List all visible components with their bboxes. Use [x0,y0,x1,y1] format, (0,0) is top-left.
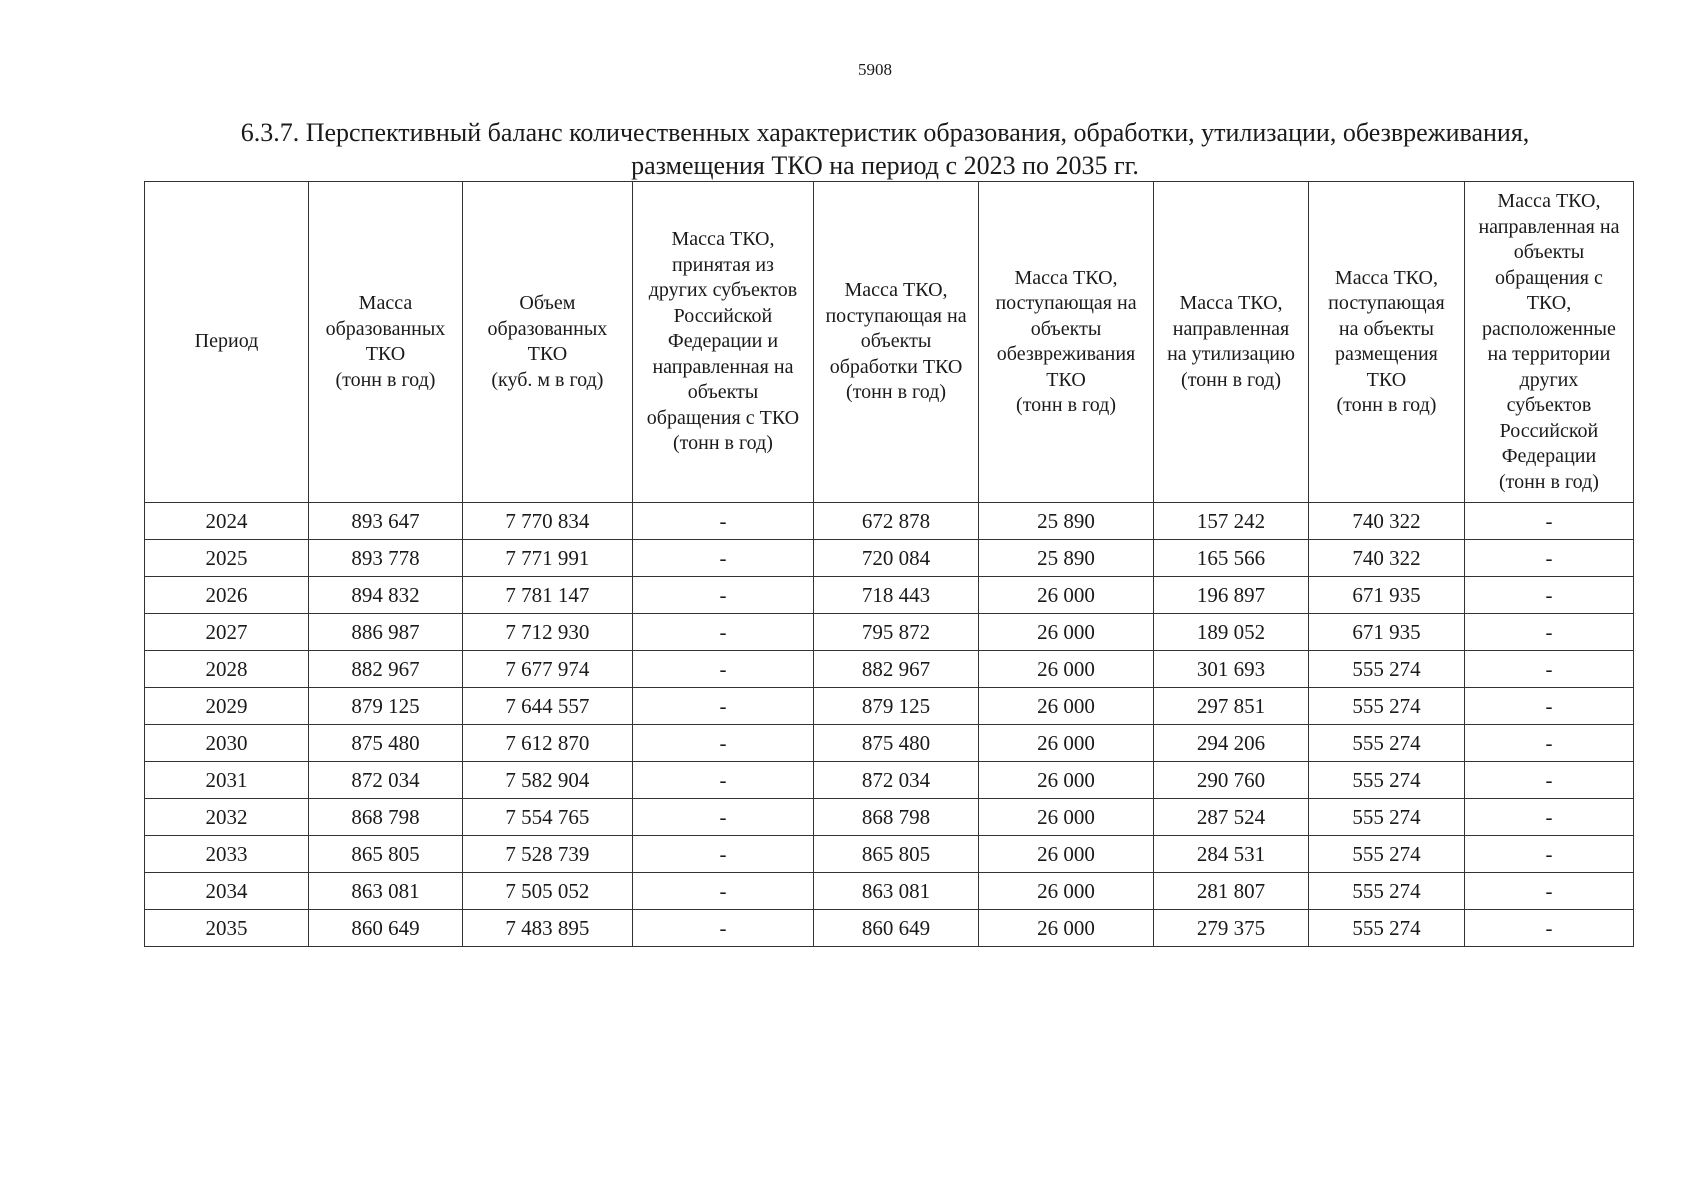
header-processing-mass: Масса ТКО, поступающая на объекты обработки ТКО (тонн в год) [814,182,979,503]
cell-exported-mass: - [1464,725,1633,762]
cell-imported-mass: - [632,651,813,688]
cell-generated-volume: 7 612 870 [462,725,632,762]
cell-processing-mass: 863 081 [814,873,979,910]
header-utilization-mass: Масса ТКО, направленная на утилизацию (тонн в год) [1154,182,1309,503]
cell-exported-mass: - [1464,540,1633,577]
cell-imported-mass: - [632,614,813,651]
cell-generated-volume: 7 770 834 [462,503,632,540]
cell-utilization-mass: 297 851 [1154,688,1309,725]
cell-processing-mass: 865 805 [814,836,979,873]
cell-utilization-mass: 284 531 [1154,836,1309,873]
cell-neutralization-mass: 26 000 [979,873,1154,910]
header-generated-volume: Объем образованных ТКО (куб. м в год) [462,182,632,503]
balance-table [144,181,1634,947]
cell-period: 2034 [145,873,309,910]
cell-processing-mass: 672 878 [814,503,979,540]
cell-generated-volume: 7 528 739 [462,836,632,873]
cell-processing-mass: 720 084 [814,540,979,577]
header-row [145,182,1634,503]
cell-imported-mass: - [632,577,813,614]
cell-period: 2031 [145,762,309,799]
cell-utilization-mass: 157 242 [1154,503,1309,540]
heading-line-1: 6.3.7. Перспективный баланс количественных характеристик образования, обработки, утилизации, обезвреживания, [240,118,1530,147]
cell-generated-mass: 894 832 [308,577,462,614]
cell-processing-mass: 868 798 [814,799,979,836]
cell-generated-volume: 7 483 895 [462,910,632,947]
cell-generated-mass: 882 967 [308,651,462,688]
table-row [145,614,1634,651]
cell-generated-mass: 886 987 [308,614,462,651]
cell-neutralization-mass: 26 000 [979,799,1154,836]
table-row [145,910,1634,947]
cell-imported-mass: - [632,910,813,947]
cell-period: 2026 [145,577,309,614]
cell-disposal-mass: 555 274 [1308,725,1464,762]
cell-imported-mass: - [632,688,813,725]
heading-line-2: размещения ТКО на период с 2023 по 2035 гг. [631,151,1139,180]
cell-processing-mass: 860 649 [814,910,979,947]
cell-generated-volume: 7 712 930 [462,614,632,651]
table-row [145,725,1634,762]
header-imported-mass: Масса ТКО, принятая из других субъектов Российской Федерации и направленная на объекты обращения с ТКО (тонн в год) [632,182,813,503]
header-neutralization-mass: Масса ТКО, поступающая на объекты обезвреживания ТКО (тонн в год) [979,182,1154,503]
cell-disposal-mass: 555 274 [1308,910,1464,947]
cell-generated-volume: 7 677 974 [462,651,632,688]
page-number: 5908 [858,60,892,79]
table-row [145,503,1634,540]
cell-period: 2025 [145,540,309,577]
cell-exported-mass: - [1464,762,1633,799]
cell-exported-mass: - [1464,873,1633,910]
cell-processing-mass: 872 034 [814,762,979,799]
cell-neutralization-mass: 26 000 [979,577,1154,614]
document-heading [150,116,1620,182]
cell-exported-mass: - [1464,799,1633,836]
table-row [145,651,1634,688]
cell-period: 2035 [145,910,309,947]
cell-neutralization-mass: 26 000 [979,725,1154,762]
cell-generated-volume: 7 781 147 [462,577,632,614]
header-generated-mass: Масса образованных ТКО (тонн в год) [308,182,462,503]
cell-processing-mass: 882 967 [814,651,979,688]
cell-generated-mass: 868 798 [308,799,462,836]
cell-imported-mass: - [632,799,813,836]
cell-neutralization-mass: 26 000 [979,688,1154,725]
cell-utilization-mass: 290 760 [1154,762,1309,799]
header-disposal-mass: Масса ТКО, поступающая на объекты размещения ТКО (тонн в год) [1308,182,1464,503]
cell-generated-volume: 7 505 052 [462,873,632,910]
header-period: Период [145,182,309,503]
header-exported-mass: Масса ТКО, направленная на объекты обращения с ТКО, расположенные на территории других субъектов Российской Федерации (тонн в год) [1464,182,1633,503]
cell-disposal-mass: 671 935 [1308,577,1464,614]
cell-processing-mass: 879 125 [814,688,979,725]
table-row [145,688,1634,725]
cell-generated-volume: 7 582 904 [462,762,632,799]
cell-exported-mass: - [1464,836,1633,873]
cell-generated-mass: 865 805 [308,836,462,873]
cell-generated-mass: 893 778 [308,540,462,577]
table-row [145,540,1634,577]
table-row [145,762,1634,799]
cell-imported-mass: - [632,873,813,910]
table-row [145,873,1634,910]
cell-generated-mass: 875 480 [308,725,462,762]
cell-period: 2032 [145,799,309,836]
cell-exported-mass: - [1464,503,1633,540]
cell-utilization-mass: 196 897 [1154,577,1309,614]
table-row [145,799,1634,836]
cell-processing-mass: 875 480 [814,725,979,762]
cell-exported-mass: - [1464,577,1633,614]
cell-disposal-mass: 555 274 [1308,873,1464,910]
cell-disposal-mass: 740 322 [1308,540,1464,577]
cell-period: 2030 [145,725,309,762]
cell-generated-volume: 7 554 765 [462,799,632,836]
cell-imported-mass: - [632,503,813,540]
cell-disposal-mass: 740 322 [1308,503,1464,540]
cell-utilization-mass: 301 693 [1154,651,1309,688]
cell-period: 2033 [145,836,309,873]
cell-processing-mass: 718 443 [814,577,979,614]
cell-generated-mass: 893 647 [308,503,462,540]
cell-period: 2024 [145,503,309,540]
cell-generated-mass: 879 125 [308,688,462,725]
cell-disposal-mass: 671 935 [1308,614,1464,651]
table-row [145,836,1634,873]
cell-utilization-mass: 287 524 [1154,799,1309,836]
cell-generated-mass: 872 034 [308,762,462,799]
cell-neutralization-mass: 25 890 [979,503,1154,540]
cell-processing-mass: 795 872 [814,614,979,651]
cell-neutralization-mass: 26 000 [979,836,1154,873]
cell-utilization-mass: 294 206 [1154,725,1309,762]
cell-disposal-mass: 555 274 [1308,799,1464,836]
cell-utilization-mass: 279 375 [1154,910,1309,947]
cell-period: 2027 [145,614,309,651]
cell-exported-mass: - [1464,651,1633,688]
cell-utilization-mass: 165 566 [1154,540,1309,577]
cell-disposal-mass: 555 274 [1308,688,1464,725]
cell-generated-volume: 7 644 557 [462,688,632,725]
cell-period: 2028 [145,651,309,688]
cell-period: 2029 [145,688,309,725]
cell-neutralization-mass: 26 000 [979,910,1154,947]
cell-generated-mass: 863 081 [308,873,462,910]
cell-neutralization-mass: 26 000 [979,651,1154,688]
cell-neutralization-mass: 26 000 [979,762,1154,799]
table-row [145,577,1634,614]
table-body [145,503,1634,947]
cell-exported-mass: - [1464,688,1633,725]
cell-utilization-mass: 189 052 [1154,614,1309,651]
cell-disposal-mass: 555 274 [1308,651,1464,688]
cell-neutralization-mass: 25 890 [979,540,1154,577]
cell-imported-mass: - [632,762,813,799]
cell-imported-mass: - [632,540,813,577]
cell-neutralization-mass: 26 000 [979,614,1154,651]
cell-exported-mass: - [1464,614,1633,651]
cell-imported-mass: - [632,836,813,873]
cell-exported-mass: - [1464,910,1633,947]
cell-utilization-mass: 281 807 [1154,873,1309,910]
cell-disposal-mass: 555 274 [1308,836,1464,873]
cell-imported-mass: - [632,725,813,762]
cell-generated-volume: 7 771 991 [462,540,632,577]
cell-generated-mass: 860 649 [308,910,462,947]
cell-disposal-mass: 555 274 [1308,762,1464,799]
